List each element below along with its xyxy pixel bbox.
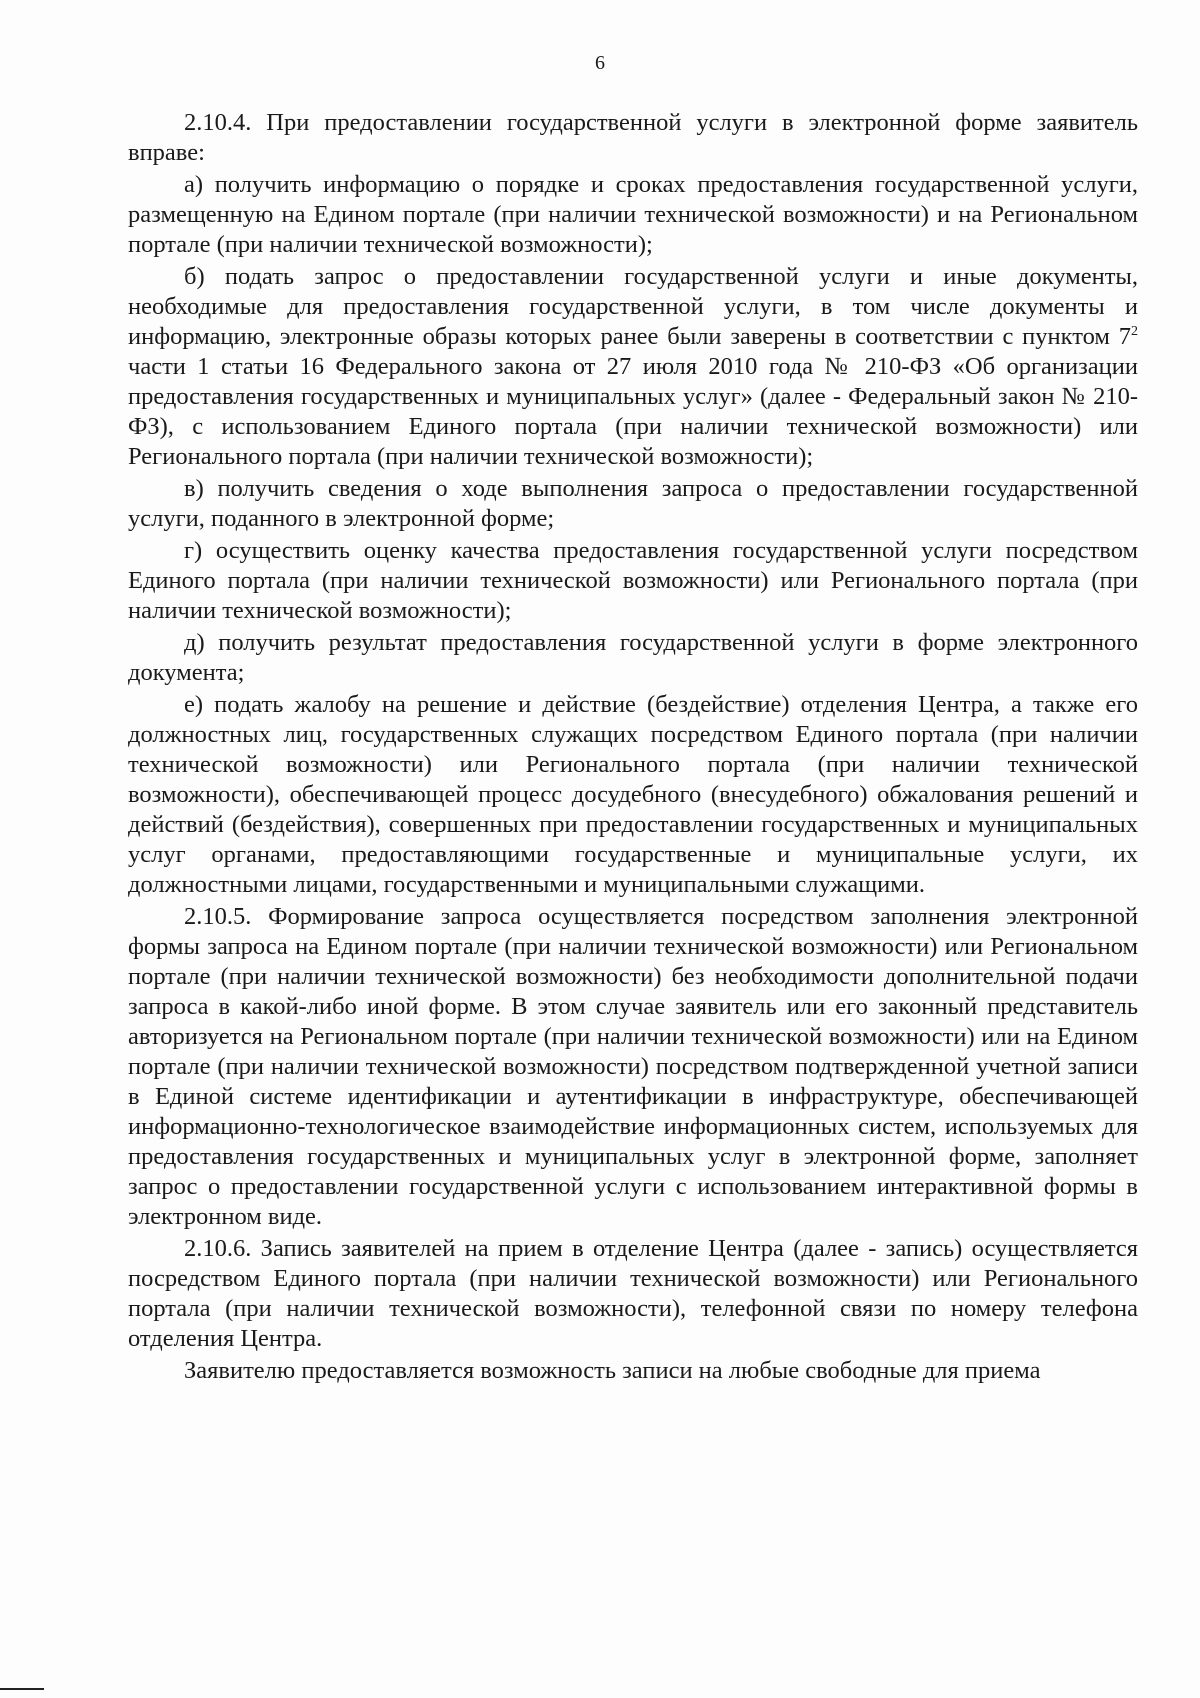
superscript-footnote: 2 bbox=[1131, 323, 1138, 339]
paragraph-item-b-part1: б) подать запрос о предоставлении государственной услуги и иные документы, необходимые для предоставления государственной услуги, в том числе документы и информацию, электронные образы которых ранее были заверены в соответствии с пунктом 7 bbox=[128, 263, 1138, 350]
scan-edge-mark bbox=[0, 1688, 44, 1690]
paragraph-continuation: Заявителю предоставляется возможность записи на любые свободные для приема bbox=[184, 1357, 1041, 1384]
page-number: 6 bbox=[595, 52, 605, 74]
document-body bbox=[128, 108, 1138, 1388]
paragraph-item-b-part2: части 1 статьи 16 Федерального закона от 27 июля 2010 года № 210-ФЗ «Об организации предоставления государственных и муниципальных услуг» (далее - Федеральный закон № 210-ФЗ), с использованием Единого портала (при наличии технической возможности) или Регионального портала (при наличии технической возможности); bbox=[128, 353, 1138, 470]
paragraph-item-b bbox=[128, 262, 1138, 472]
paragraph-item-d: д) получить результат предоставления государственной услуги в форме электронного документа; bbox=[128, 629, 1138, 686]
paragraph-2-10-4: 2.10.4. При предоставлении государственной услуги в электронной форме заявитель вправе: bbox=[128, 109, 1138, 166]
paragraph-2-10-5: 2.10.5. Формирование запроса осуществляется посредством заполнения электронной формы запроса на Едином портале (при наличии технической возможности) или Региональном портале (при наличии технической возможности) без необходимости дополнительной подачи запроса в какой-либо иной форме. В этом случае заявитель или его законный представитель авторизуется на Региональном портале (при наличии технической возможности) или на Едином портале (при наличии технической возможности) посредством подтвержденной учетной записи в Единой системе идентификации и аутентификации в инфраструктуре, обеспечивающей информационно-технологическое взаимодействие информационных систем, используемых для предоставления государственных и муниципальных услуг в электронной форме, заполняет запрос о предоставлении государственной услуги с использованием интерактивной формы в электронном виде. bbox=[128, 903, 1138, 1230]
paragraph-item-g: г) осуществить оценку качества предоставления государственной услуги посредством Единого портала (при наличии технической возможности) или Регионального портала (при наличии технической возможности); bbox=[128, 537, 1138, 624]
paragraph-item-a: а) получить информацию о порядке и сроках предоставления государственной услуги, размещенную на Едином портале (при наличии технической возможности) и на Региональном портале (при наличии технической возможности); bbox=[128, 171, 1138, 258]
paragraph-item-v: в) получить сведения о ходе выполнения запроса о предоставлении государственной услуги, поданного в электронной форме; bbox=[128, 475, 1138, 532]
paragraph-item-e: е) подать жалобу на решение и действие (бездействие) отделения Центра, а также его должностных лиц, государственных служащих посредством Единого портала (при наличии технической возможности) или Регионального портала (при наличии технической возможности), обеспечивающей процесс досудебного (внесудебного) обжалования решений и действий (бездействия), совершенных при предоставлении государственных и муниципальных услуг органами, предоставляющими государственные и муниципальные услуги, их должностными лицами, государственными и муниципальными служащими. bbox=[128, 691, 1138, 898]
paragraph-2-10-6: 2.10.6. Запись заявителей на прием в отделение Центра (далее - запись) осуществляется посредством Единого портала (при наличии технической возможности) или Регионального портала (при наличии технической возможности), телефонной связи по номеру телефона отделения Центра. bbox=[128, 1235, 1138, 1352]
